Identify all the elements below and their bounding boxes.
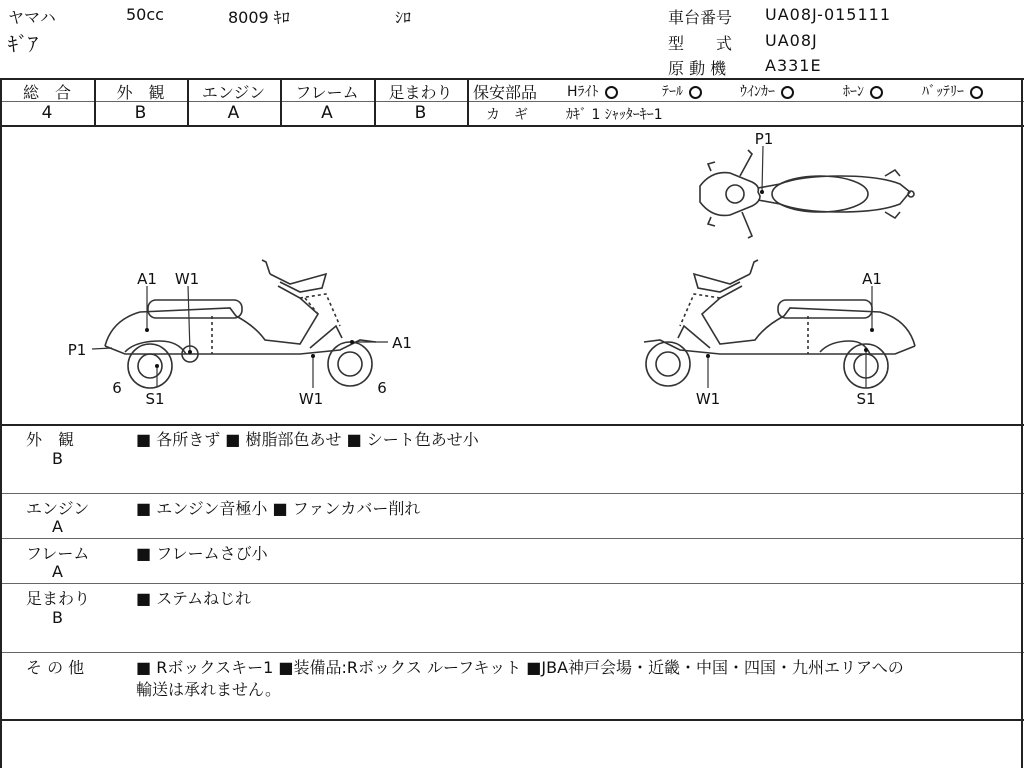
type-label: 型 式: [668, 34, 733, 53]
color: ｼﾛ: [395, 8, 412, 27]
divider: [0, 652, 1024, 653]
grade-label: フレーム: [295, 83, 359, 102]
note-grade: A: [52, 562, 63, 581]
divider: [467, 78, 469, 125]
label-w1-bottom: W1: [298, 390, 324, 408]
note-text: ■ ステムねじれ: [136, 589, 252, 608]
safety-item-horn: [843, 81, 883, 101]
divider: [467, 101, 1024, 102]
safety-item-tail: [662, 81, 702, 101]
divider: [0, 424, 1024, 426]
safety-item-name: ﾊﾞｯﾃﾘｰ: [922, 84, 964, 100]
key-label: カ ギ: [486, 107, 528, 123]
safety-item-name: ﾎｰﾝ: [843, 84, 864, 100]
label-a1-left: A1: [137, 270, 157, 288]
divider: [0, 583, 1024, 584]
note-text: ■ エンジン音極小 ■ ファンカバー削れ: [136, 499, 421, 518]
safety-item-battery: [922, 81, 983, 101]
label-w1-right: W1: [695, 390, 721, 408]
label-6-left: 6: [112, 379, 122, 397]
maker: ヤマハ: [8, 8, 56, 27]
safety-item-name: ｳｲﾝｶｰ: [740, 84, 775, 100]
divider: [0, 719, 1024, 721]
label-a1-right: A1: [862, 270, 882, 288]
key-value: ｶｷﾞ 1 ｼｬｯﾀｰｷｰ1: [566, 107, 663, 123]
grade-label: エンジン: [201, 83, 266, 102]
scooter-diagram: [0, 126, 1020, 423]
grade-value: A: [227, 103, 240, 123]
ok-circle-icon: [970, 86, 983, 99]
safety-item-winker: [740, 81, 794, 101]
mileage: 8009 ｷﾛ: [228, 8, 290, 27]
note-grade: B: [52, 449, 63, 468]
type-value: UA08J: [765, 31, 818, 50]
note-label: そ の 他: [26, 658, 85, 677]
note-label: エンジン: [26, 499, 90, 518]
grade-value: B: [134, 103, 147, 123]
chassis-value: UA08J-015111: [765, 5, 892, 24]
displacement: 50cc: [126, 5, 164, 24]
label-w1-left: W1: [174, 270, 200, 288]
note-text: ■ Rボックスキー1 ■装備品:Rボックス ルーフキット ■JBA神戸会場・近畿・中国・四国・九州エリアへの: [136, 658, 904, 677]
ok-circle-icon: [781, 86, 794, 99]
label-p1-left: P1: [67, 341, 87, 359]
ok-circle-icon: [689, 86, 702, 99]
grade-label: 総 合: [22, 83, 71, 102]
note-label: フレーム: [26, 544, 90, 563]
note-text: ■ 各所きず ■ 樹脂部色あせ ■ シート色あせ小: [136, 430, 479, 449]
chassis-label: 車台番号: [668, 8, 733, 27]
ok-circle-icon: [605, 86, 618, 99]
label-a1-front: A1: [392, 334, 412, 352]
engine-value: A331E: [765, 56, 822, 75]
note-grade: A: [52, 517, 63, 536]
safety-item-name: ﾃｰﾙ: [662, 84, 683, 100]
ok-circle-icon: [870, 86, 883, 99]
model-name: ｷﾞｱ: [8, 32, 38, 56]
note-text-continued: 輸送は承れません。: [136, 680, 281, 699]
divider: [0, 538, 1024, 539]
safety-item-name: Hﾗｲﾄ: [567, 84, 599, 100]
grade-label: 足まわり: [388, 83, 453, 102]
label-p1-top: P1: [754, 130, 774, 148]
note-label: 足まわり: [26, 589, 91, 608]
label-s1-left: S1: [145, 390, 165, 408]
top-view-scooter: [700, 150, 914, 238]
note-grade: B: [52, 608, 63, 627]
divider: [0, 493, 1024, 494]
note-label: 外 観: [26, 430, 75, 449]
grade-value: A: [321, 103, 333, 123]
grade-value: B: [414, 103, 427, 123]
label-s1-right: S1: [856, 390, 876, 408]
safety-item-headlight: [567, 81, 618, 101]
label-6-right: 6: [377, 379, 387, 397]
engine-label: 原 動 機: [668, 59, 727, 78]
divider: [1021, 78, 1023, 768]
safety-label: 保安部品: [473, 83, 538, 102]
note-text: ■ フレームさび小: [136, 544, 268, 563]
grade-value: 4: [41, 103, 53, 123]
grade-label: 外 観: [116, 83, 165, 102]
